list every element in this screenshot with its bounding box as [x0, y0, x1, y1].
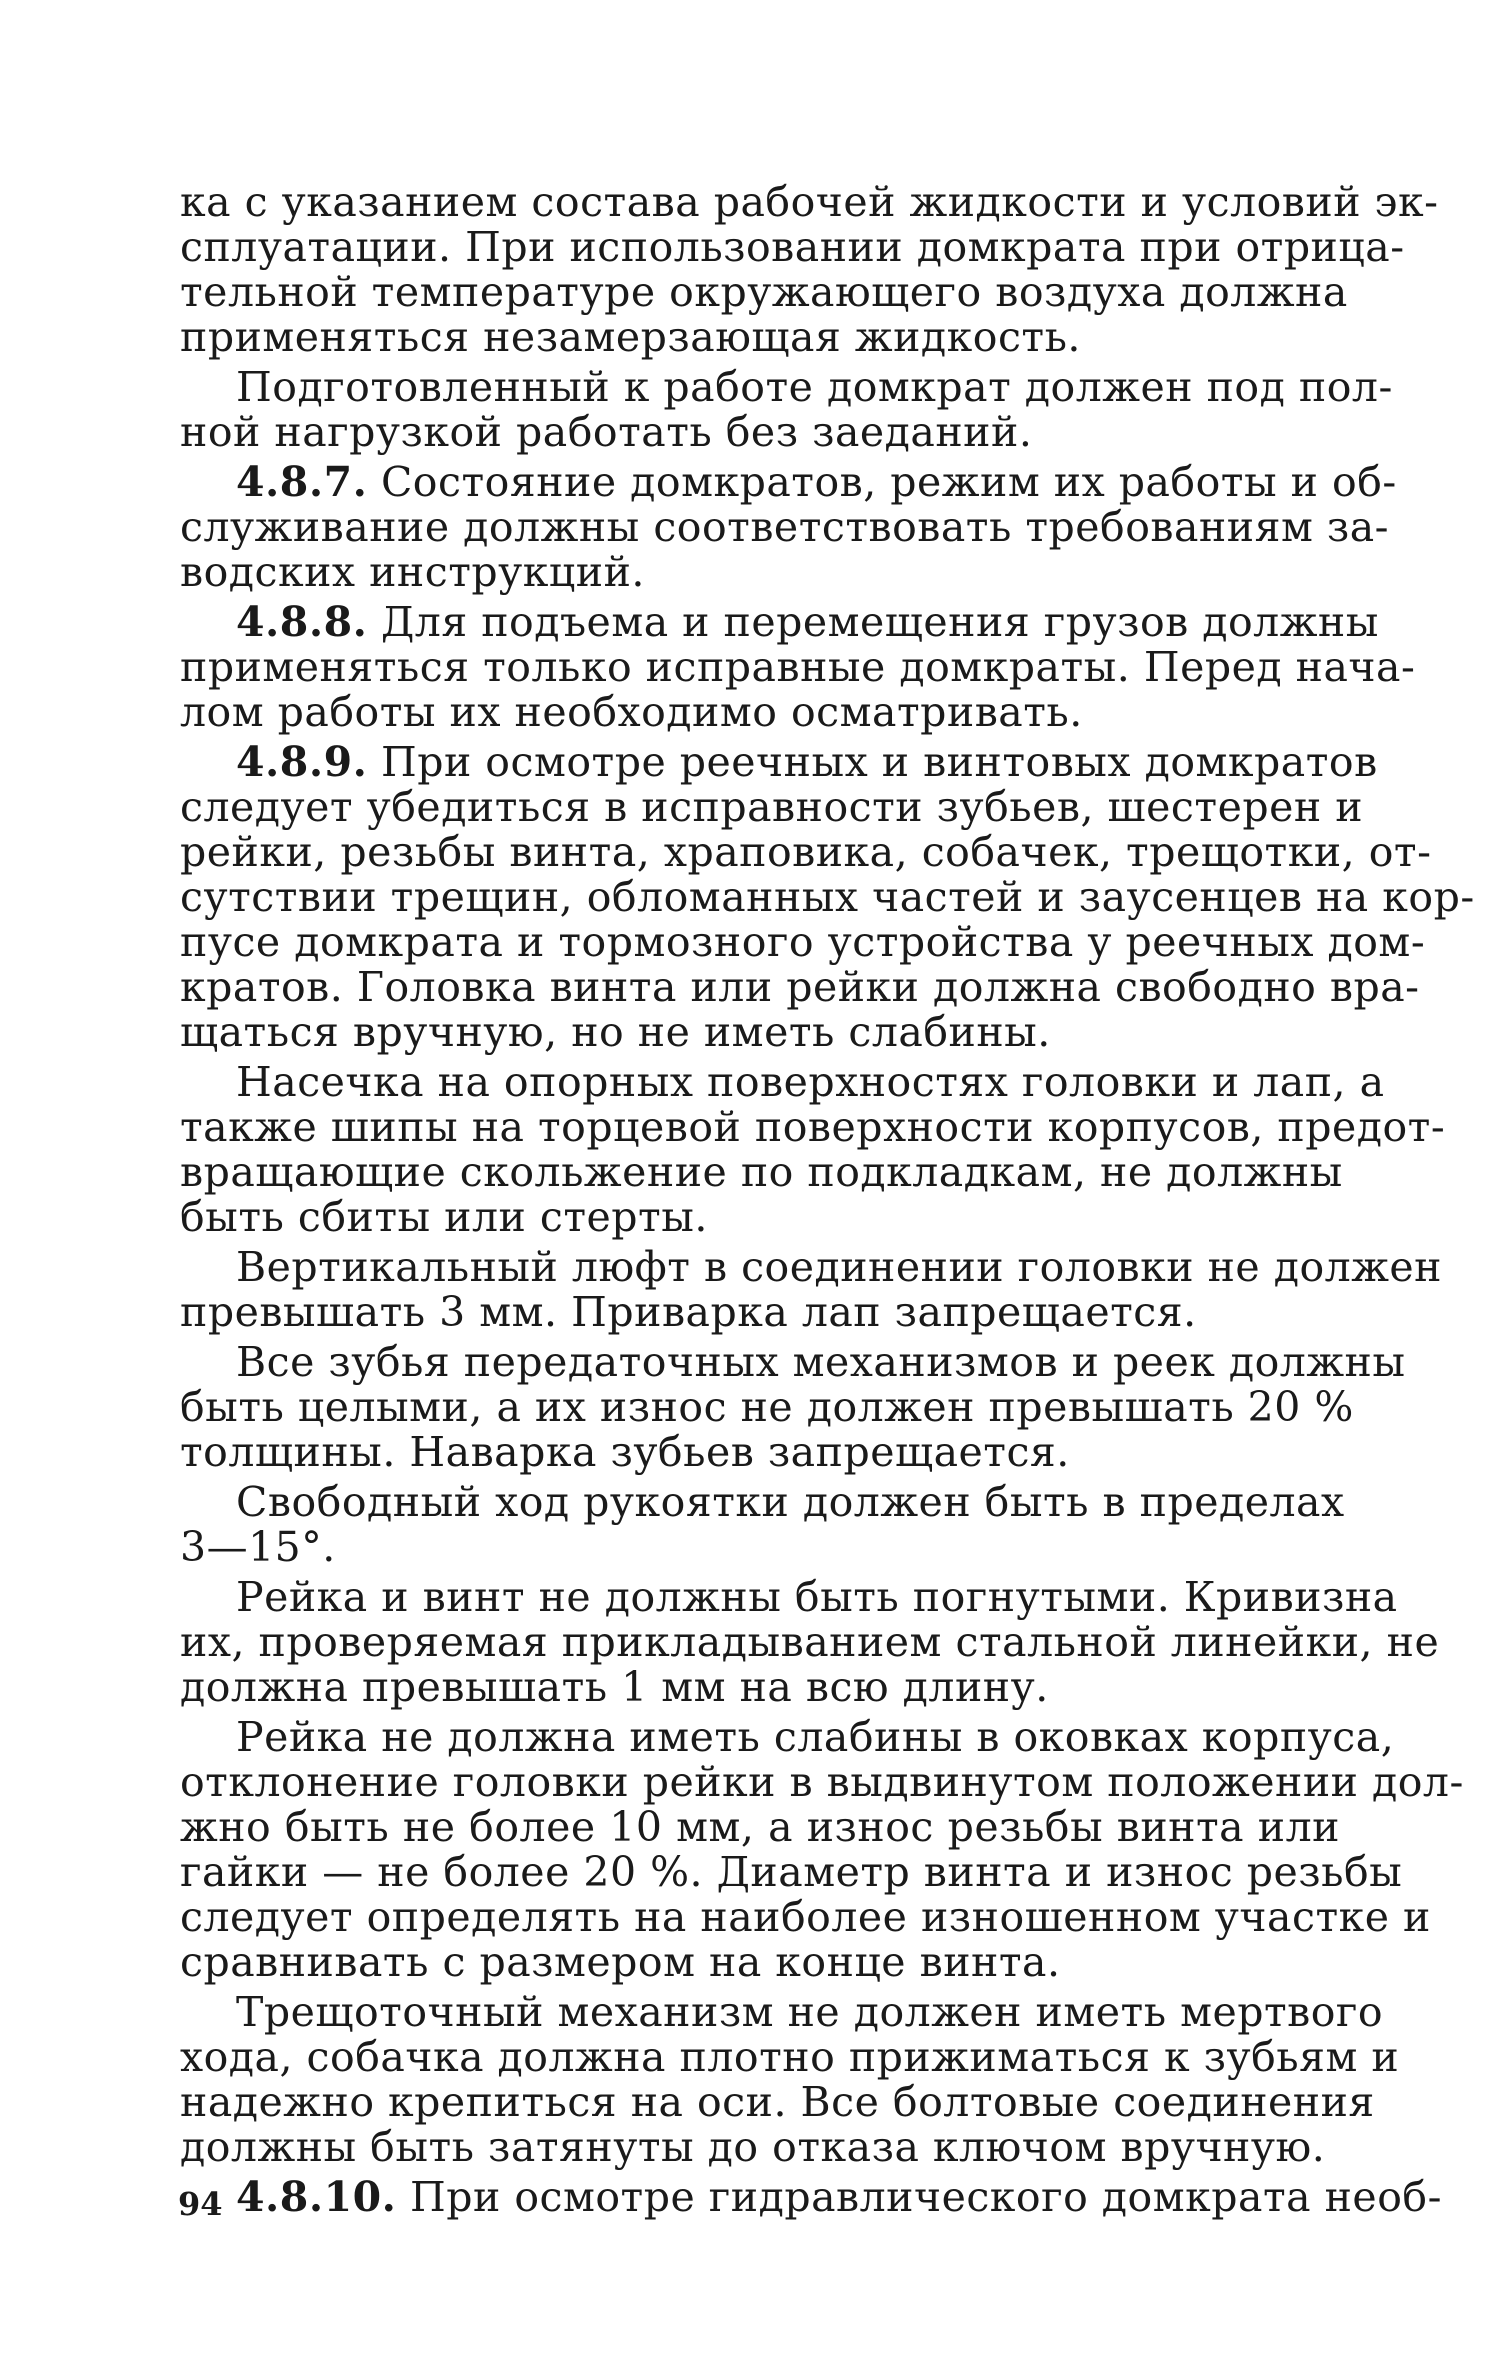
text-line: быть целыми, а их износ не должен превышать 20 %	[180, 1383, 1354, 1431]
text-line: кратов. Головка винта или рейки должна свободно вра-	[180, 963, 1420, 1011]
text-line: ной нагрузкой работать без заеданий.	[180, 408, 1033, 456]
text-line: быть сбиты или стерты.	[180, 1193, 708, 1241]
page-number: 94	[178, 2185, 223, 2223]
text-line: Подготовленный к работе домкрат должен под пол-	[236, 363, 1393, 411]
text-line: Свободный ход рукоятки должен быть в пределах	[236, 1478, 1345, 1526]
text-line: 4.8.7. Состояние домкратов, режим их работы и об-	[236, 458, 1397, 506]
section-number: 4.8.8.	[236, 598, 368, 646]
section-number: 4.8.10.	[236, 2173, 397, 2221]
text-line: 4.8.10. При осмотре гидравлического домкрата необ-	[236, 2173, 1442, 2221]
text-line: превышать 3 мм. Приварка лап запрещается.	[180, 1288, 1197, 1336]
text-line: 4.8.9. При осмотре реечных и винтовых домкратов	[236, 738, 1378, 786]
text-line: Вертикальный люфт в соединении головки не должен	[236, 1243, 1443, 1291]
text-line: жно быть не более 10 мм, а износ резьбы винта или	[180, 1803, 1340, 1851]
text-line: применяться незамерзающая жидкость.	[180, 313, 1081, 361]
text-line: 3—15°.	[180, 1523, 336, 1571]
text-line: 4.8.8. Для подъема и перемещения грузов должны	[236, 598, 1379, 646]
text-line: рейки, резьбы винта, храповика, собачек, трещотки, от-	[180, 828, 1432, 876]
text-line: должна превышать 1 мм на всю длину.	[180, 1663, 1049, 1711]
text-line: сутствии трещин, обломанных частей и заусенцев на кор-	[180, 873, 1475, 921]
text-line: гайки — не более 20 %. Диаметр винта и износ резьбы	[180, 1848, 1403, 1896]
text-line: следует определять на наиболее изношенном участке и	[180, 1893, 1431, 1941]
text-line: пусе домкрата и тормозного устройства у реечных дом-	[180, 918, 1426, 966]
text-line: сравнивать с размером на конце винта.	[180, 1938, 1061, 1986]
text-line: Трещоточный механизм не должен иметь мертвого	[236, 1988, 1384, 2036]
text-line: щаться вручную, но не иметь слабины.	[180, 1008, 1051, 1056]
text-line: Все зубья передаточных механизмов и реек должны	[236, 1338, 1406, 1386]
text-line: тельной температуре окружающего воздуха должна	[180, 268, 1348, 316]
text-line: водских инструкций.	[180, 548, 645, 596]
text-line: служивание должны соответствовать требованиям за-	[180, 503, 1390, 551]
text-line: Рейка не должна иметь слабины в оковках корпуса,	[236, 1713, 1395, 1761]
text-line: толщины. Наварка зубьев запрещается.	[180, 1428, 1070, 1476]
text-line: ка с указанием состава рабочей жидкости и условий эк-	[180, 178, 1439, 226]
text-line: отклонение головки рейки в выдвинутом положении дол-	[180, 1758, 1464, 1806]
text-line: следует убедиться в исправности зубьев, шестерен и	[180, 783, 1364, 831]
text-line: хода, собачка должна плотно прижиматься к зубьям и	[180, 2033, 1400, 2081]
text-line: надежно крепиться на оси. Все болтовые соединения	[180, 2078, 1375, 2126]
text-line: лом работы их необходимо осматривать.	[180, 688, 1083, 736]
section-number: 4.8.7.	[236, 458, 368, 506]
text-line: применяться только исправные домкраты. Перед нача-	[180, 643, 1416, 691]
section-number: 4.8.9.	[236, 738, 368, 786]
text-line: также шипы на торцевой поверхности корпусов, предот-	[180, 1103, 1446, 1151]
page-body	[180, 178, 1475, 2278]
text-line: должны быть затянуты до отказа ключом вручную.	[180, 2123, 1326, 2171]
text-line: их, проверяемая прикладыванием стальной линейки, не	[180, 1618, 1440, 1666]
text-line: вращающие скольжение по подкладкам, не должны	[180, 1148, 1343, 1196]
text-line: Насечка на опорных поверхностях головки и лап, а	[236, 1058, 1385, 1106]
text-line: сплуатации. При использовании домкрата при отрица-	[180, 223, 1405, 271]
text-line: Рейка и винт не должны быть погнутыми. Кривизна	[236, 1573, 1398, 1621]
